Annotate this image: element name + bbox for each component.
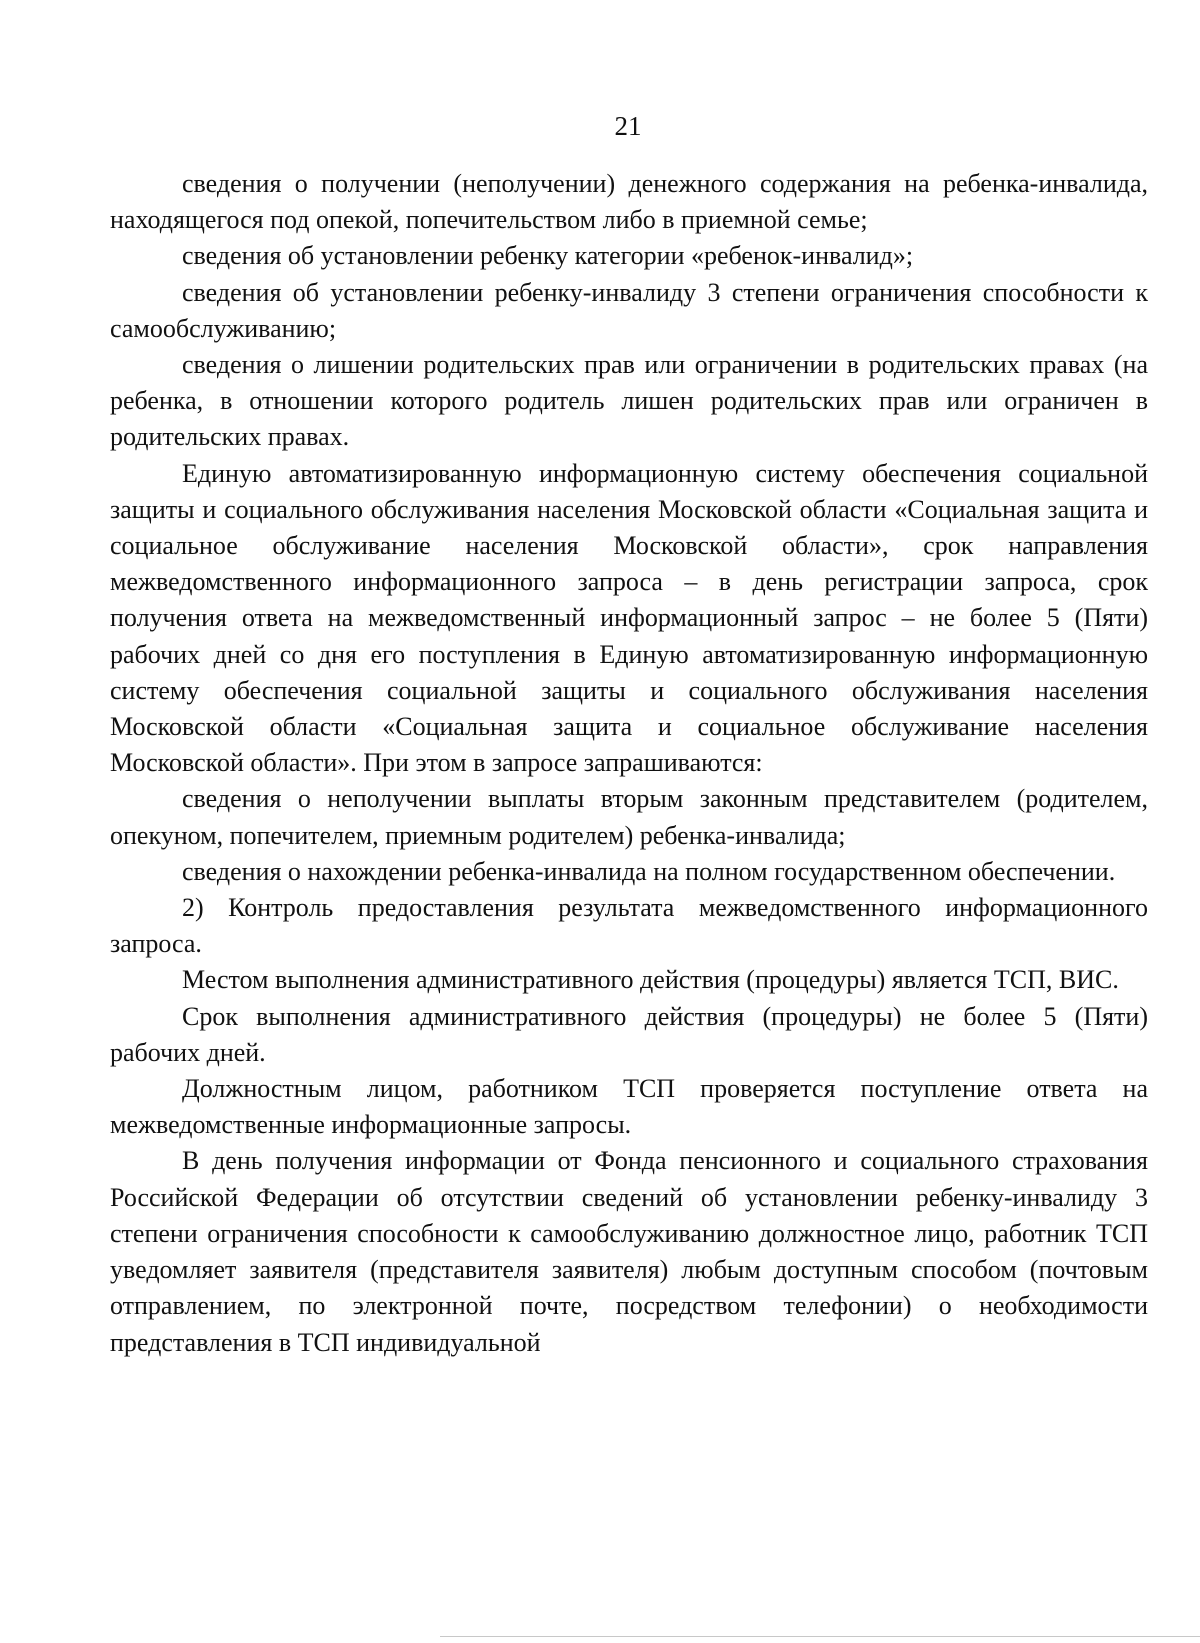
paragraph-1: сведения о получении (неполучении) денежного содержания на ребенка-инвалида, находящегося под опекой, попечительством либо в приемной семье; <box>110 169 1148 235</box>
paragraph-5: Единую автоматизированную информационную систему обеспечения социальной защиты и социального обслуживания населения Московской области «Социальная защита и социальное обслуживание населения Московской области», срок направления межведомственного информационного запроса – в день регистрации запроса, срок получения ответа на межведомственный информационный запрос – не более 5 (Пяти) рабочих дней со дня его поступления в Единую автоматизированную информационную систему обеспечения социальной защиты и социального обслуживания населения Московской области «Социальная защита и социальное обслуживание населения Московской области». При этом в запросе запрашиваются: <box>110 458 1148 778</box>
paragraph-12: В день получения информации от Фонда пенсионного и социального страхования Российской Федерации об отсутствии сведений об установлении ребенку-инвалиду 3 степени ограничения способности к самообслуживанию должностное лицо, работник ТСП уведомляет заявителя (представителя заявителя) любым доступным способом (почтовым отправлением, по электронной почте, посредством телефонии) о необходимости представления в ТСП индивидуальной <box>110 1146 1148 1357</box>
paragraph-7: сведения о нахождении ребенка-инвалида на полном государственном обеспечении. <box>182 856 1116 886</box>
paragraph-4: сведения о лишении родительских прав или ограничении в родительских правах (на ребенка, в отношении которого родитель лишен родительских прав или ограничен в родительских правах. <box>110 350 1148 452</box>
page-number: 21 <box>614 111 642 141</box>
paragraph-3: сведения об установлении ребенку-инвалиду 3 степени ограничения способности к самообслуживанию; <box>110 277 1148 343</box>
paragraph-2: сведения об установлении ребенку категории «ребенок-инвалид»; <box>182 241 914 271</box>
paragraph-9: Местом выполнения административного действия (процедуры) является ТСП, ВИС. <box>182 965 1119 995</box>
paragraph-8: 2) Контроль предоставления результата межведомственного информационного запроса. <box>110 893 1148 959</box>
document-body <box>110 166 1148 1361</box>
paragraph-11: Должностным лицом, работником ТСП проверяется поступление ответа на межведомственные информационные запросы. <box>110 1074 1148 1140</box>
paragraph-10: Срок выполнения административного действия (процедуры) не более 5 (Пяти) рабочих дней. <box>110 1001 1148 1067</box>
scan-edge-line <box>440 1636 1200 1637</box>
paragraph-6: сведения о неполучении выплаты вторым законным представителем (родителем, опекуном, попечителем, приемным родителем) ребенка-инвалида; <box>110 784 1148 850</box>
